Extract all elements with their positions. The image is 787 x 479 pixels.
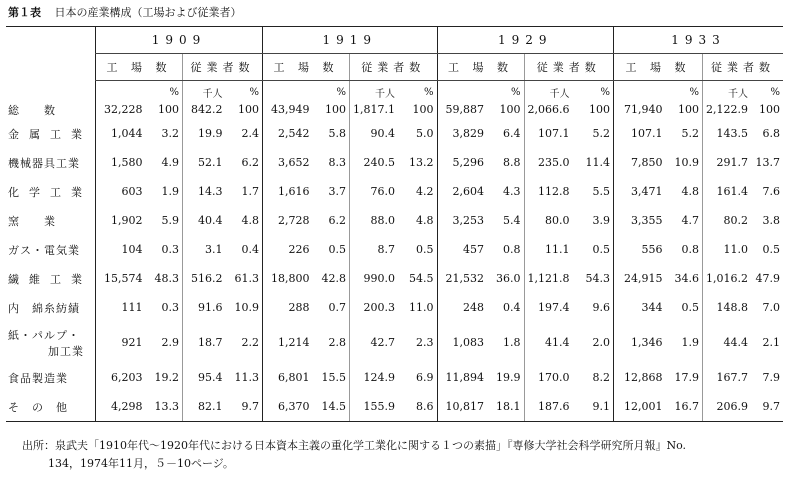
value-cell: 7.9 (762, 371, 780, 384)
value-cell: 2.4 (241, 127, 259, 140)
value-cell: 2.9 (161, 336, 179, 349)
value-cell: 3.8 (762, 214, 780, 227)
value-cell: 11.0 (703, 235, 752, 264)
value-cell: 921 (96, 322, 146, 363)
value-cell: 82.1 (183, 392, 226, 422)
row-label-text: ガス・電気業 (8, 243, 80, 257)
value-cell: 1.9 (681, 336, 699, 349)
table-row (6, 119, 783, 148)
value-cell: 167.7 (703, 363, 752, 392)
value-cell: 5.9 (161, 214, 179, 227)
value-cell: 200.3 (350, 293, 399, 322)
value-cell: 43,949 (263, 100, 313, 119)
value-cell: 71,940 (614, 100, 666, 119)
value-cell: 0.5 (592, 243, 610, 256)
value-cell: 52.1 (183, 148, 226, 177)
value-cell: 1,121.8 (524, 264, 573, 293)
value-cell: 6.9 (416, 371, 434, 384)
value-cell: 107.1 (614, 119, 666, 148)
value-cell: 40.4 (183, 206, 226, 235)
value-cell: 1,214 (263, 322, 313, 363)
value-cell: 91.6 (183, 293, 226, 322)
value-cell: 248 (437, 293, 487, 322)
value-cell: 100 (325, 103, 346, 116)
unit-thousand: 千人 (350, 81, 399, 101)
corner-cell (6, 27, 96, 54)
value-cell: 11.3 (234, 371, 259, 384)
value-cell: 6.2 (328, 214, 346, 227)
unit-thousand: 千人 (524, 81, 573, 101)
value-cell: 4.8 (681, 185, 699, 198)
value-cell: 16.7 (666, 392, 703, 422)
value-cell: 17.9 (674, 371, 699, 384)
workers-header: 従業者数 (703, 54, 784, 81)
unit-percent: % (770, 87, 780, 98)
value-cell: 0.5 (762, 243, 780, 256)
value-cell: 288 (263, 293, 313, 322)
value-cell: 80.0 (524, 206, 573, 235)
value-cell: 2,122.9 (703, 100, 752, 119)
value-cell: 100 (589, 103, 610, 116)
unit-percent: % (423, 87, 434, 98)
table-row (6, 264, 783, 293)
value-cell: 11.1 (524, 235, 573, 264)
value-cell: 1,044 (96, 119, 146, 148)
year-header: 1933 (614, 27, 784, 54)
unit-percent: % (249, 87, 259, 98)
value-cell: 9.6 (592, 301, 610, 314)
table-row (6, 100, 783, 119)
factories-header: 工 場 数 (614, 54, 703, 81)
value-cell: 143.5 (703, 119, 752, 148)
value-cell: 18.7 (183, 322, 226, 363)
value-cell: 107.1 (524, 119, 573, 148)
value-cell: 15.5 (321, 371, 346, 384)
value-cell: 3.1 (183, 235, 226, 264)
table-number: 第１表 (8, 6, 41, 19)
unit-blank (614, 81, 666, 101)
value-cell: 5.0 (416, 127, 434, 140)
value-cell: 36.0 (496, 272, 521, 285)
value-cell: 47.9 (755, 272, 780, 285)
row-label (6, 119, 96, 148)
value-cell: 4.7 (681, 214, 699, 227)
value-cell: 14.3 (183, 177, 226, 206)
row-label (6, 392, 96, 422)
source-note (22, 437, 782, 473)
value-cell: 990.0 (350, 264, 399, 293)
value-cell: 12,868 (614, 363, 666, 392)
row-label-text: 紙・パルプ・ (8, 328, 80, 342)
row-label (6, 363, 96, 392)
row-label-text: 食品製造業 (8, 371, 68, 385)
value-cell: 1,817.1 (350, 100, 399, 119)
value-cell: 1.8 (503, 336, 521, 349)
value-cell: 2.8 (328, 336, 346, 349)
value-cell: 19.9 (496, 371, 521, 384)
value-cell: 6,203 (96, 363, 146, 392)
value-cell: 11.0 (409, 301, 434, 314)
value-cell: 7.0 (762, 301, 780, 314)
value-cell: 3.9 (592, 214, 610, 227)
unit-blank (437, 81, 487, 101)
value-cell: 54.3 (585, 272, 610, 285)
value-cell: 10.9 (674, 156, 699, 169)
value-cell: 100 (499, 103, 521, 116)
value-cell: 0.4 (241, 243, 259, 256)
row-label (6, 293, 96, 322)
unit-percent: % (169, 87, 179, 98)
workers-header: 従業者数 (524, 54, 614, 81)
value-cell: 1,616 (263, 177, 313, 206)
value-cell: 2,066.6 (524, 100, 573, 119)
value-cell: 148.8 (703, 293, 752, 322)
value-cell: 42.8 (321, 272, 346, 285)
value-cell: 48.3 (154, 272, 179, 285)
value-cell: 155.9 (350, 392, 399, 422)
table-row (6, 392, 783, 422)
table-row (6, 235, 783, 264)
column-header-row (6, 54, 783, 81)
value-cell: 0.7 (328, 301, 346, 314)
value-cell: 8.3 (328, 156, 346, 169)
table-row (6, 148, 783, 177)
value-cell: 10,817 (437, 392, 487, 422)
unit-blank (263, 81, 313, 101)
value-cell: 4.2 (416, 185, 434, 198)
value-cell: 19.2 (154, 371, 179, 384)
value-cell: 4.8 (241, 214, 259, 227)
value-cell: 0.3 (161, 301, 179, 314)
value-cell: 112.8 (524, 177, 573, 206)
value-cell: 12,001 (614, 392, 666, 422)
value-cell: 170.0 (524, 363, 573, 392)
value-cell: 34.6 (674, 272, 699, 285)
value-cell: 111 (96, 293, 146, 322)
industry-table (6, 26, 783, 422)
value-cell: 9.7 (751, 392, 783, 422)
row-label (6, 148, 96, 177)
value-cell: 7,850 (614, 148, 666, 177)
unit-row (6, 81, 783, 101)
factories-header: 工 場 数 (437, 54, 524, 81)
value-cell: 80.2 (703, 206, 752, 235)
value-cell: 21,532 (437, 264, 487, 293)
value-cell: 6.2 (241, 156, 259, 169)
value-cell: 90.4 (350, 119, 399, 148)
unit-percent: % (689, 87, 699, 98)
value-cell: 3,355 (614, 206, 666, 235)
table-row (6, 363, 783, 392)
corner-cell (6, 54, 96, 81)
row-label (6, 322, 96, 363)
value-cell: 8.8 (503, 156, 521, 169)
unit-thousand: 千人 (703, 81, 752, 101)
value-cell: 100 (412, 103, 434, 116)
value-cell: 41.4 (524, 322, 573, 363)
value-cell: 7.6 (762, 185, 780, 198)
value-cell: 457 (437, 235, 487, 264)
row-label (6, 206, 96, 235)
row-label (6, 177, 96, 206)
value-cell: 5.8 (328, 127, 346, 140)
value-cell: 6.4 (503, 127, 521, 140)
value-cell: 0.5 (328, 243, 346, 256)
value-cell: 88.0 (350, 206, 399, 235)
value-cell: 3,253 (437, 206, 487, 235)
value-cell: 226 (263, 235, 313, 264)
value-cell: 161.4 (703, 177, 752, 206)
source-line-1: 出所：泉武夫「1910年代～1920年代における日本資本主義の重化学工業化に関する１つの素描」『専修大学社会科学研究所月報』No. (22, 439, 687, 452)
value-cell: 0.8 (503, 243, 521, 256)
value-cell: 197.4 (524, 293, 573, 322)
unit-thousand: 千人 (183, 81, 226, 101)
unit-percent: % (510, 87, 521, 98)
value-cell: 76.0 (350, 177, 399, 206)
table-row (6, 206, 783, 235)
value-cell: 3,652 (263, 148, 313, 177)
value-cell: 0.8 (681, 243, 699, 256)
value-cell: 3,471 (614, 177, 666, 206)
value-cell: 5,296 (437, 148, 487, 177)
value-cell: 54.5 (409, 272, 434, 285)
value-cell: 100 (678, 103, 699, 116)
row-label-text: 金属工業 (8, 127, 92, 141)
value-cell: 8.6 (398, 392, 437, 422)
row-label (6, 264, 96, 293)
value-cell: 4.8 (416, 214, 434, 227)
factories-header: 工 場 数 (263, 54, 350, 81)
value-cell: 2,604 (437, 177, 487, 206)
value-cell: 2.0 (592, 336, 610, 349)
value-cell: 4.9 (161, 156, 179, 169)
value-cell: 104 (96, 235, 146, 264)
value-cell: 0.5 (416, 243, 434, 256)
value-cell: 32,228 (96, 100, 146, 119)
unit-blank (96, 81, 146, 101)
value-cell: 100 (759, 103, 780, 116)
value-cell: 4.3 (503, 185, 521, 198)
row-label-text: 機械器具工業 (8, 156, 80, 170)
row-label-line2: 加工業 (48, 344, 84, 358)
row-label-text: 窯 業 (8, 214, 56, 228)
value-cell: 5.4 (503, 214, 521, 227)
value-cell: 1,580 (96, 148, 146, 177)
value-cell: 1,083 (437, 322, 487, 363)
value-cell: 8.7 (350, 235, 399, 264)
corner-cell (6, 81, 96, 101)
value-cell: 2.3 (416, 336, 434, 349)
year-header: 1929 (437, 27, 614, 54)
value-cell: 1.9 (161, 185, 179, 198)
value-cell: 44.4 (703, 322, 752, 363)
year-header: 1919 (263, 27, 438, 54)
value-cell: 1,346 (614, 322, 666, 363)
year-header-row (6, 27, 783, 54)
value-cell: 842.2 (183, 100, 226, 119)
value-cell: 61.3 (234, 272, 259, 285)
value-cell: 240.5 (350, 148, 399, 177)
value-cell: 1,016.2 (703, 264, 752, 293)
row-label-text: 内 綿糸紡績 (8, 301, 80, 315)
value-cell: 18.1 (487, 392, 524, 422)
row-label (6, 235, 96, 264)
value-cell: 6,370 (263, 392, 313, 422)
value-cell: 11,894 (437, 363, 487, 392)
value-cell: 2,542 (263, 119, 313, 148)
value-cell: 5.2 (592, 127, 610, 140)
value-cell: 13.3 (146, 392, 183, 422)
row-label-text: そ の 他 (8, 400, 68, 414)
value-cell: 59,887 (437, 100, 487, 119)
value-cell: 95.4 (183, 363, 226, 392)
value-cell: 14.5 (313, 392, 350, 422)
table-row (6, 177, 783, 206)
value-cell: 6.8 (762, 127, 780, 140)
value-cell: 235.0 (524, 148, 573, 177)
value-cell: 6,801 (263, 363, 313, 392)
value-cell: 10.9 (234, 301, 259, 314)
value-cell: 291.7 (703, 148, 752, 177)
value-cell: 100 (158, 103, 179, 116)
row-label-text: 繊維工業 (8, 272, 92, 286)
row-label-text: 化学工業 (8, 185, 92, 199)
value-cell: 4,298 (96, 392, 146, 422)
unit-percent: % (336, 87, 346, 98)
value-cell: 603 (96, 177, 146, 206)
workers-header: 従業者数 (183, 54, 263, 81)
value-cell: 3,829 (437, 119, 487, 148)
value-cell: 2.1 (762, 336, 780, 349)
table-row (6, 293, 783, 322)
table-title: 日本の産業構成（工場および従業者） (54, 6, 242, 19)
value-cell: 516.2 (183, 264, 226, 293)
value-cell: 124.9 (350, 363, 399, 392)
value-cell: 13.2 (409, 156, 434, 169)
value-cell: 0.4 (503, 301, 521, 314)
value-cell: 42.7 (350, 322, 399, 363)
value-cell: 24,915 (614, 264, 666, 293)
value-cell: 18,800 (263, 264, 313, 293)
value-cell: 19.9 (183, 119, 226, 148)
value-cell: 1.7 (241, 185, 259, 198)
factories-header: 工 場 数 (96, 54, 183, 81)
value-cell: 8.2 (592, 371, 610, 384)
value-cell: 556 (614, 235, 666, 264)
value-cell: 2.2 (241, 336, 259, 349)
value-cell: 100 (238, 103, 259, 116)
row-label (6, 100, 96, 119)
table-caption (8, 4, 242, 20)
value-cell: 9.1 (573, 392, 614, 422)
value-cell: 206.9 (703, 392, 752, 422)
value-cell: 15,574 (96, 264, 146, 293)
value-cell: 1,902 (96, 206, 146, 235)
value-cell: 11.4 (585, 156, 610, 169)
value-cell: 13.7 (755, 156, 780, 169)
value-cell: 0.5 (681, 301, 699, 314)
year-header: 1909 (96, 27, 263, 54)
value-cell: 0.3 (161, 243, 179, 256)
value-cell: 3.2 (161, 127, 179, 140)
row-label-text: 総 数 (8, 103, 56, 117)
value-cell: 5.5 (592, 185, 610, 198)
table-row (6, 322, 783, 363)
source-line-2: 134，1974年11月，５－10ページ。 (48, 457, 234, 470)
value-cell: 344 (614, 293, 666, 322)
value-cell: 5.2 (681, 127, 699, 140)
value-cell: 2,728 (263, 206, 313, 235)
unit-percent: % (600, 87, 610, 98)
value-cell: 3.7 (328, 185, 346, 198)
value-cell: 9.7 (226, 392, 263, 422)
workers-header: 従業者数 (350, 54, 438, 81)
value-cell: 187.6 (524, 392, 573, 422)
